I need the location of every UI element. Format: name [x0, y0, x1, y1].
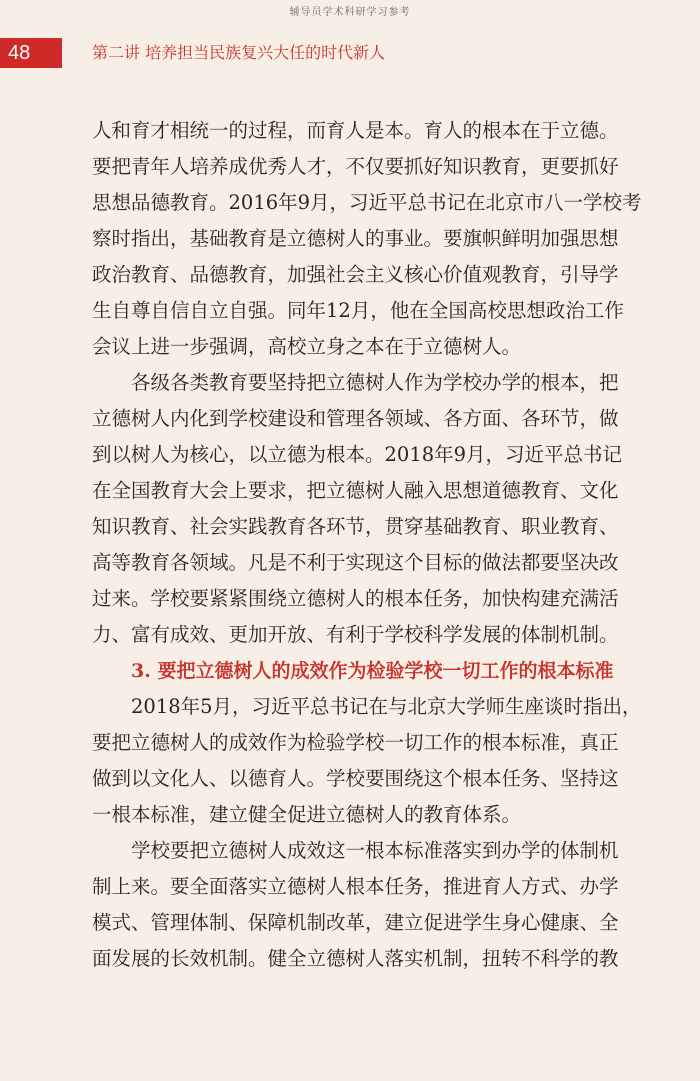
paragraph-start-line: 各级各类教育要坚持把立德树人作为学校办学的根本，把: [131, 371, 619, 394]
body-text: [92, 113, 652, 977]
paragraph-start-line: 2018年5月，习近平总书记在与北京大学师生座谈时指出，: [131, 695, 642, 718]
text-line: 知识教育、社会实践教育各环节，贯穿基础教育、职业教育、: [92, 515, 619, 538]
text-line: 做到以文化人、以德育人。学校要围绕这个根本任务、坚持这: [92, 767, 619, 790]
text-line: 高等教育各领域。凡是不利于实现这个目标的做法都要坚决改: [92, 551, 619, 574]
section-heading: 3. 要把立德树人的成效作为检验学校一切工作的根本标准: [131, 660, 614, 682]
text-line: 到以树人为核心，以立德为根本。2018年9月，习近平总书记: [92, 443, 623, 466]
chapter-title: 第二讲 培养担当民族复兴大任的时代新人: [92, 43, 386, 62]
text-line: 人和育才相统一的过程，而育人是本。育人的根本在于立德。: [92, 119, 619, 142]
header-watermark: 辅导员学术科研学习参考: [289, 7, 411, 18]
paragraph-start-line: 学校要把立德树人成效这一根本标准落实到办学的体制机: [131, 839, 619, 862]
text-line: 面发展的长效机制。健全立德树人落实机制，扭转不科学的教: [92, 947, 619, 970]
text-line: 立德树人内化到学校建设和管理各领域、各方面、各环节，做: [92, 407, 619, 430]
text-line: 模式、管理体制、保障机制改革，建立促进学生身心健康、全: [92, 911, 619, 934]
page-number: 48: [0, 38, 62, 68]
text-line: 察时指出，基础教育是立德树人的事业。要旗帜鲜明加强思想: [92, 227, 619, 250]
text-line: 力、富有成效、更加开放、有利于学校科学发展的体制机制。: [92, 623, 619, 646]
text-line: 要把立德树人的成效作为检验学校一切工作的根本标准，真正: [92, 731, 619, 754]
text-line: 要把青年人培养成优秀人才，不仅要抓好知识教育，更要抓好: [92, 155, 619, 178]
text-line: 生自尊自信自立自强。同年12月，他在全国高校思想政治工作: [92, 299, 624, 322]
text-line: 过来。学校要紧紧围绕立德树人的根本任务，加快构建充满活: [92, 587, 619, 610]
text-line: 一根本标准，建立健全促进立德树人的教育体系。: [92, 803, 522, 826]
text-line: 思想品德教育。2016年9月，习近平总书记在北京市八一学校考: [92, 191, 642, 214]
text-line: 在全国教育大会上要求，把立德树人融入思想道德教育、文化: [92, 479, 619, 502]
text-line: 制上来。要全面落实立德树人根本任务，推进育人方式、办学: [92, 875, 619, 898]
text-line: 会议上进一步强调，高校立身之本在于立德树人。: [92, 335, 522, 358]
text-line: 政治教育、品德教育，加强社会主义核心价值观教育，引导学: [92, 263, 619, 286]
